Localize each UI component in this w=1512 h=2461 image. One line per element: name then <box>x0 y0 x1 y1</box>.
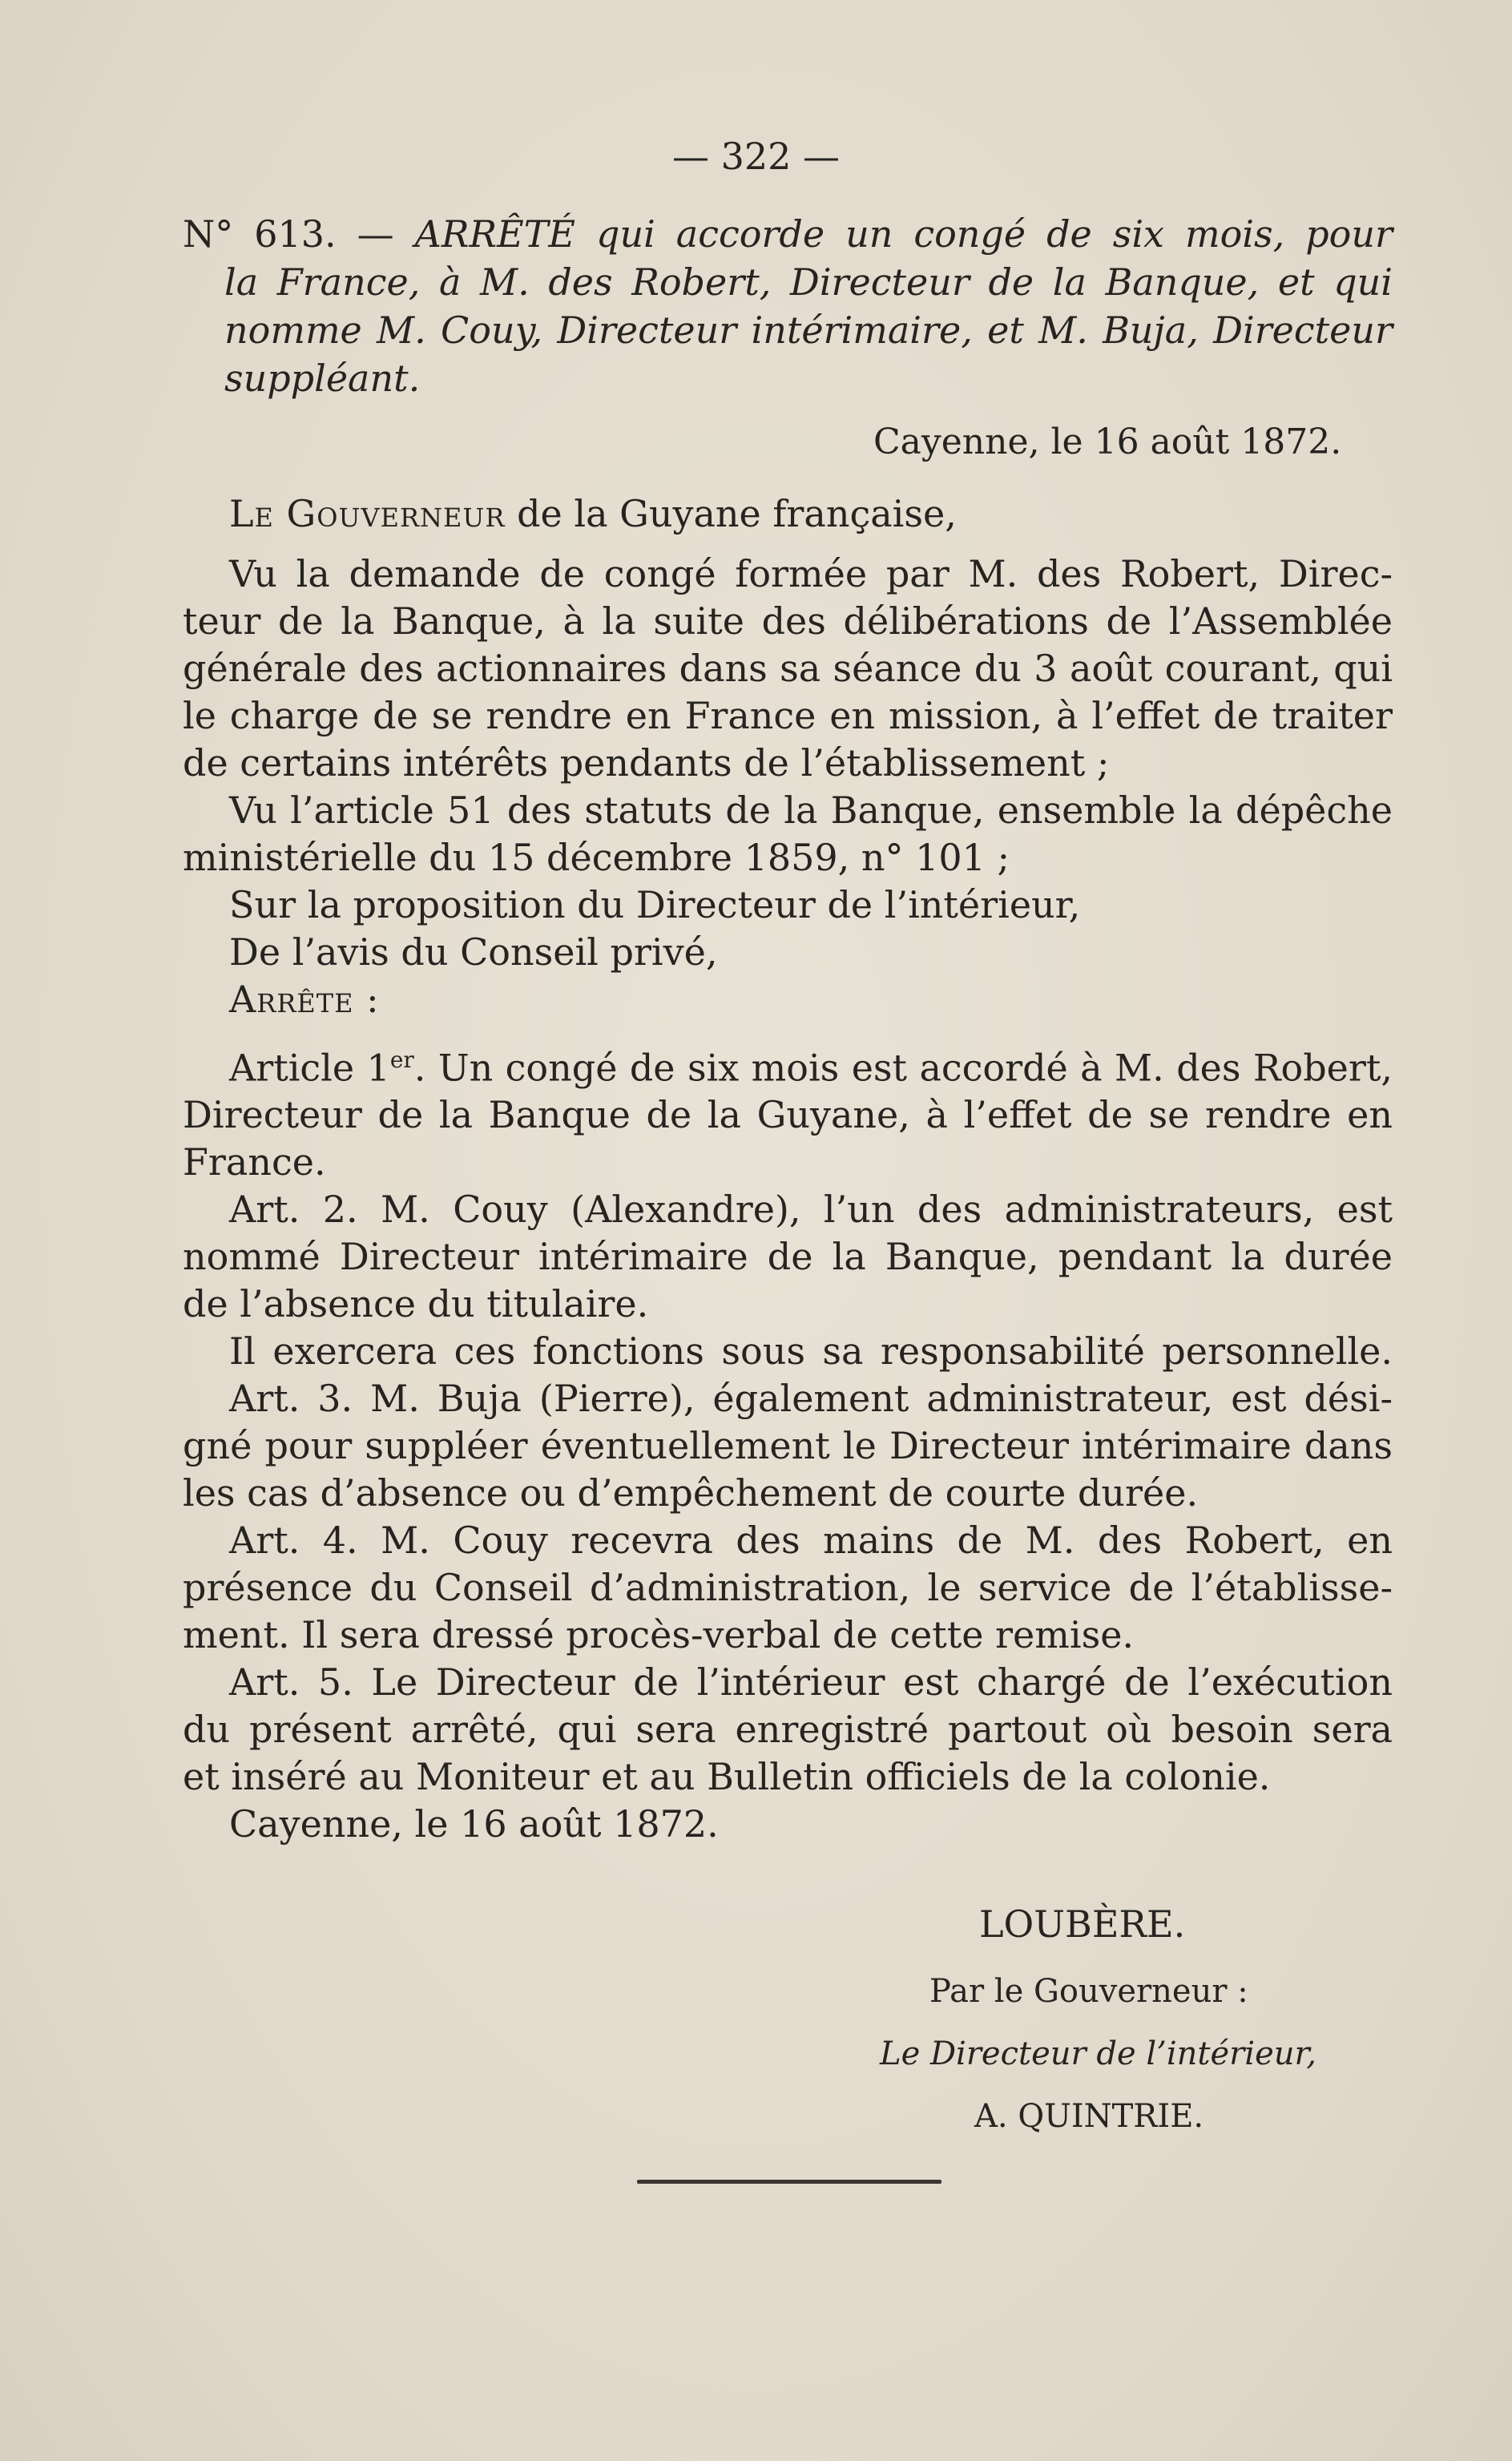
article-2-line: Art. 2. M. Couy (Alexandre), l’un des administrateurs, est <box>229 1188 1393 1232</box>
paragraph-line: De l’avis du Conseil privé, <box>229 930 718 974</box>
closing-rule <box>637 2180 941 2184</box>
decree-date: Cayenne, le 16 août 1872. <box>873 422 1342 462</box>
paragraph-line: le charge de se rendre en France en mission, à l’effet de traiter <box>183 694 1393 737</box>
article-1-line: France. <box>183 1140 326 1184</box>
article-3-line: Art. 3. M. Buja (Pierre), également administrateur, est dési- <box>229 1377 1393 1421</box>
paragraph-line: teur de la Banque, à la suite des délibérations de l’Assemblée <box>183 599 1393 643</box>
heading-line: la France, à M. des Robert, Directeur de la Banque, et qui <box>224 260 1393 304</box>
paragraph-line: Sur la proposition du Directeur de l’intérieur, <box>229 883 1081 926</box>
paragraph-line: Vu l’article 51 des statuts de la Banque, ensemble la dépêche <box>229 789 1393 832</box>
article-5-line: et inséré au Moniteur et au Bulletin officiels de la colonie. <box>183 1755 1271 1799</box>
article-2-line: de l’absence du titulaire. <box>183 1282 649 1326</box>
paragraph-line: de certains intérêts pendants de l’établissement ; <box>183 741 1110 785</box>
article-2-line: Il exercera ces fonctions sous sa responsabilité personnelle. <box>229 1329 1393 1374</box>
heading-line: suppléant. <box>224 357 421 400</box>
article-1-line: Directeur de la Banque de la Guyane, à l’effet de se rendre en <box>183 1093 1393 1137</box>
article-5-line: du présent arrêté, qui sera enregistré partout où besoin sera <box>183 1708 1393 1752</box>
page-number: — 322 — <box>671 135 841 178</box>
article-4-line: présence du Conseil d’administration, le service de l’établisse- <box>183 1566 1393 1610</box>
heading-line: N° 613. — ARRÊTÉ qui accorde un congé de six mois, pour <box>183 212 1393 256</box>
article-2-line: nommé Directeur intérimaire de la Banque, pendant la durée <box>183 1235 1393 1279</box>
governor-line: Le Gouverneur de la Guyane française, <box>229 492 957 535</box>
article-3-line: gné pour suppléer éventuellement le Directeur intérimaire dans <box>183 1424 1393 1468</box>
article-4-line: Art. 4. M. Couy recevra des mains de M. des Robert, en <box>229 1519 1393 1563</box>
paragraph-line: Vu la demande de congé formée par M. des Robert, Direc- <box>229 552 1393 595</box>
article-5-line: Art. 5. Le Directeur de l’intérieur est chargé de l’exécution <box>229 1660 1393 1705</box>
arrete-heading: Arrête : <box>229 978 380 1021</box>
paragraph-line: ministérielle du 15 décembre 1859, n° 101 ; <box>183 836 1010 879</box>
signature-by: Par le Gouverneur : <box>929 1973 1248 2010</box>
countersign-name: A. QUINTRIE. <box>974 2098 1204 2135</box>
signature-name: LOUBÈRE. <box>979 1902 1186 1946</box>
signature-title: Le Directeur de l’intérieur, <box>880 2035 1316 2072</box>
article-3-line: les cas d’absence ou d’empêchement de courte durée. <box>183 1471 1199 1515</box>
closing-date: Cayenne, le 16 août 1872. <box>229 1802 719 1846</box>
article-1-line: Article 1er. Un congé de six mois est accordé à M. des Robert, <box>229 1046 1393 1090</box>
decree-heading <box>183 210 1393 402</box>
article-4-line: ment. Il sera dressé procès-verbal de cette remise. <box>183 1613 1135 1657</box>
paragraph-line: générale des actionnaires dans sa séance du 3 août courant, qui <box>183 647 1393 690</box>
heading-line: nomme M. Couy, Directeur intérimaire, et M. Buja, Directeur <box>224 309 1393 352</box>
decree-body <box>183 490 1393 1848</box>
